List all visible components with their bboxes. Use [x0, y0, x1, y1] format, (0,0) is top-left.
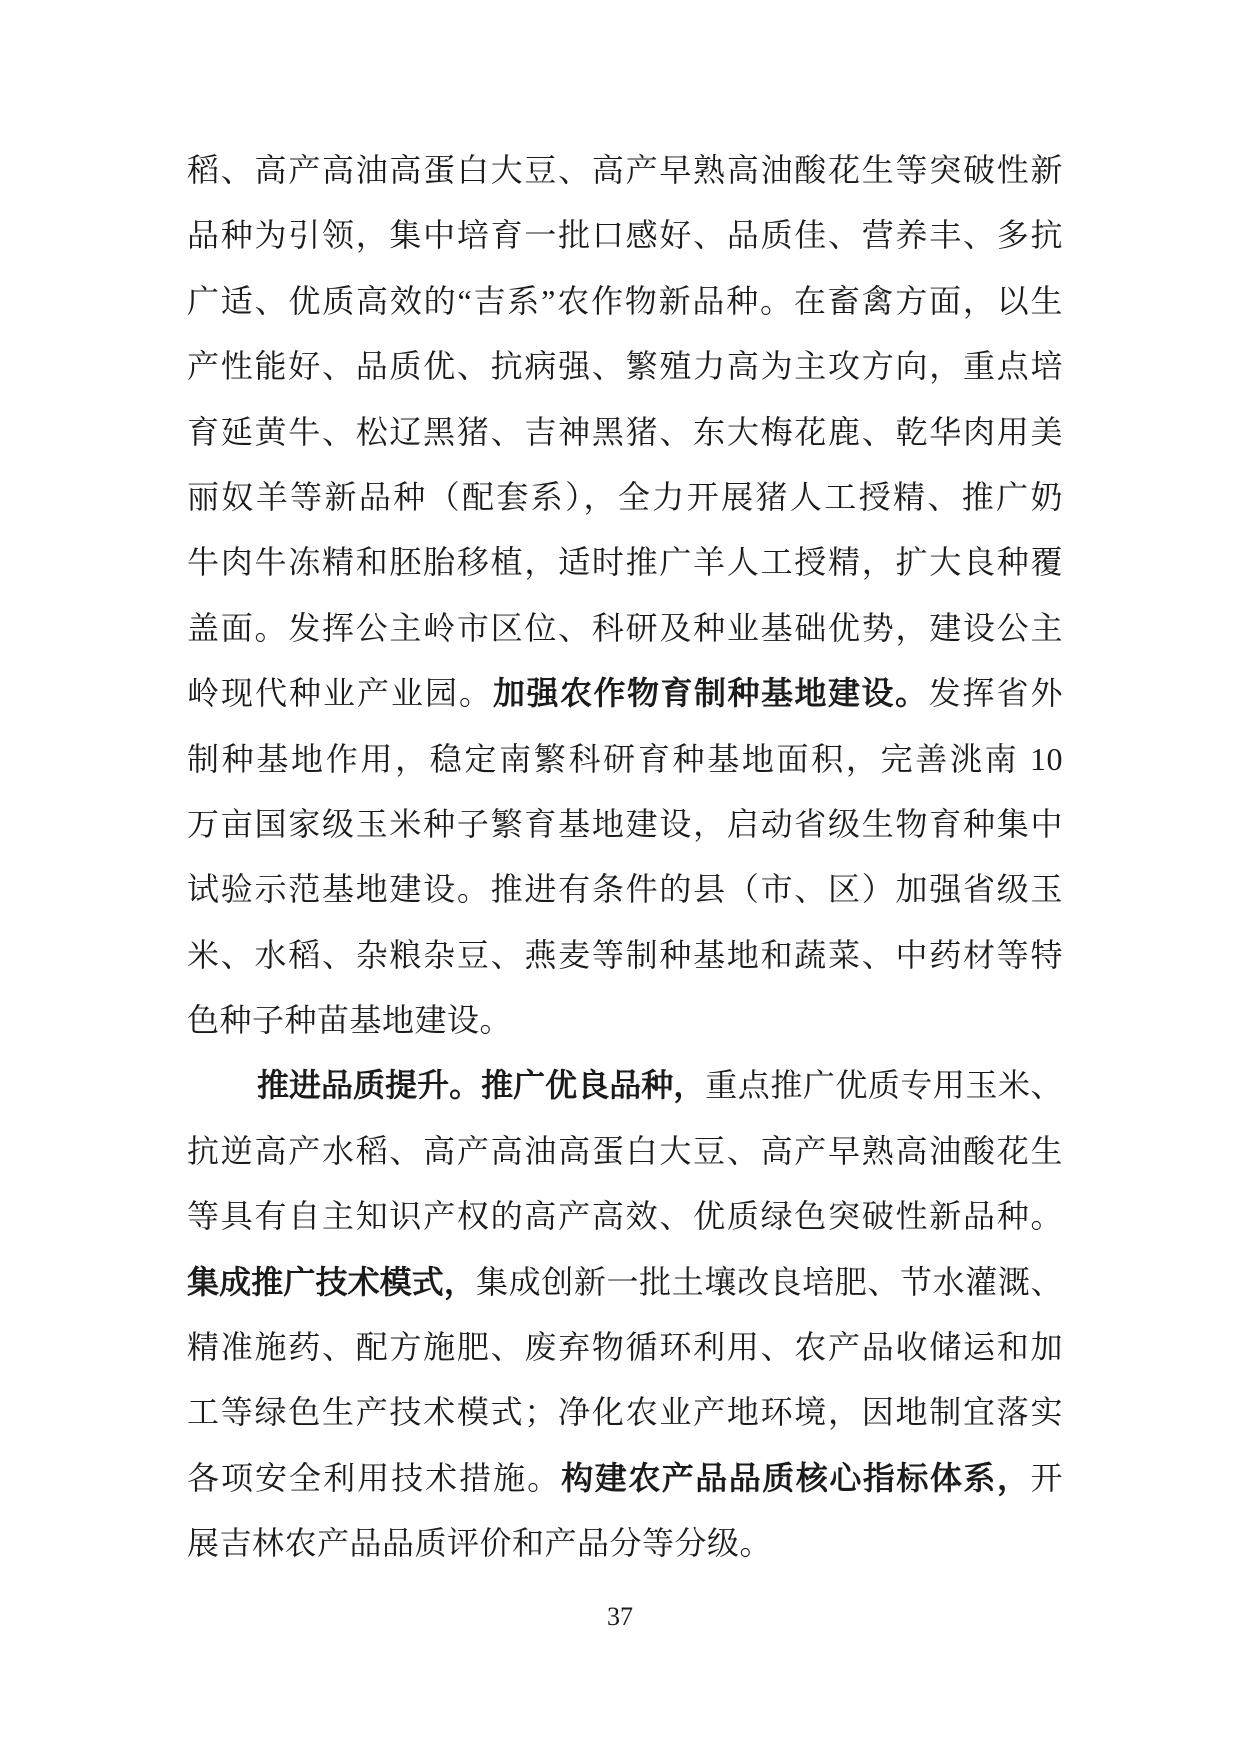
bold-text-run: 集成推广技术模式，	[187, 1263, 477, 1300]
text-run: 岭现代种业产业园。	[187, 675, 493, 712]
text-run: 色种子种苗基地建设。	[187, 1002, 513, 1039]
page-number: 37	[607, 1602, 633, 1631]
text-line	[187, 1119, 1063, 1184]
text-run: 精准施药、配方施肥、废弃物循环利用、农产品收储运和加	[187, 1329, 1063, 1366]
text-run: 品种为引领，集中培育一批口感好、品质佳、营养丰、多抗	[187, 217, 1063, 254]
text-run: 育延黄牛、松辽黑猪、吉神黑猪、东大梅花鹿、乾华肉用美	[187, 413, 1063, 450]
text-line	[187, 1511, 1063, 1576]
text-line	[187, 661, 1063, 726]
text-run: 各项安全利用技术措施。	[187, 1459, 562, 1496]
text-line	[187, 923, 1063, 988]
document-body	[187, 138, 1063, 1577]
text-run: 重点推广优质专用玉米、	[705, 1067, 1063, 1104]
text-run: 开	[1030, 1459, 1063, 1496]
text-line	[187, 1380, 1063, 1445]
text-line	[187, 203, 1063, 268]
text-run: 工等绿色生产技术模式；净化农业产地环境，因地制宜落实	[187, 1394, 1063, 1431]
text-run: 广适、优质高效的“吉系”农作物新品种。在畜禽方面，以生	[187, 282, 1063, 319]
text-run: 稻、高产高油高蛋白大豆、高产早熟高油酸花生等突破性新	[187, 152, 1063, 188]
text-run: 万亩国家级玉米种子繁育基地建设，启动省级生物育种集中	[187, 805, 1063, 842]
text-line	[187, 596, 1063, 661]
text-line	[187, 269, 1063, 334]
bold-text-run: 推进品质提升。推广优良品种，	[257, 1067, 706, 1104]
bold-text-run: 构建农产品品质核心指标体系，	[561, 1459, 1031, 1496]
text-line	[187, 792, 1063, 857]
text-line	[187, 334, 1063, 399]
text-run: 米、水稻、杂粮杂豆、燕麦等制种基地和蔬菜、中药材等特	[187, 936, 1063, 973]
text-run: 产性能好、品质优、抗病强、繁殖力高为主攻方向，重点培	[187, 348, 1063, 385]
text-run: 试验示范基地建设。推进有条件的县（市、区）加强省级玉	[187, 871, 1063, 908]
text-run: 等具有自主知识产权的高产高效、优质绿色突破性新品种。	[187, 1198, 1063, 1235]
text-run: 丽奴羊等新品种（配套系），全力开展猪人工授精、推广奶	[187, 478, 1063, 515]
text-run: 集成创新一批土壤改良培肥、节水灌溉、	[476, 1263, 1063, 1300]
text-run: 展吉林农产品品质评价和产品分等分级。	[187, 1525, 773, 1562]
text-line	[187, 400, 1063, 465]
text-line	[187, 857, 1063, 922]
text-line	[187, 1315, 1063, 1380]
text-run: 抗逆高产水稻、高产高油高蛋白大豆、高产早熟高油酸花生	[187, 1132, 1063, 1169]
text-line	[187, 1184, 1063, 1249]
text-line	[187, 988, 1063, 1053]
text-line	[187, 1053, 1063, 1118]
text-run: 发挥省外	[928, 675, 1063, 712]
text-run: 制种基地作用，稳定南繁科研育种基地面积，完善洮南 10	[187, 740, 1063, 777]
text-line	[187, 465, 1063, 530]
text-line	[187, 1250, 1063, 1315]
bold-text-run: 加强农作物育制种基地建设。	[492, 675, 929, 712]
text-run: 盖面。发挥公主岭市区位、科研及种业基础优势，建设公主	[187, 609, 1063, 646]
text-run: 牛肉牛冻精和胚胎移植，适时推广羊人工授精，扩大良种覆	[187, 544, 1063, 581]
text-line	[187, 138, 1063, 203]
text-line	[187, 727, 1063, 792]
text-line	[187, 530, 1063, 595]
text-line	[187, 1446, 1063, 1511]
